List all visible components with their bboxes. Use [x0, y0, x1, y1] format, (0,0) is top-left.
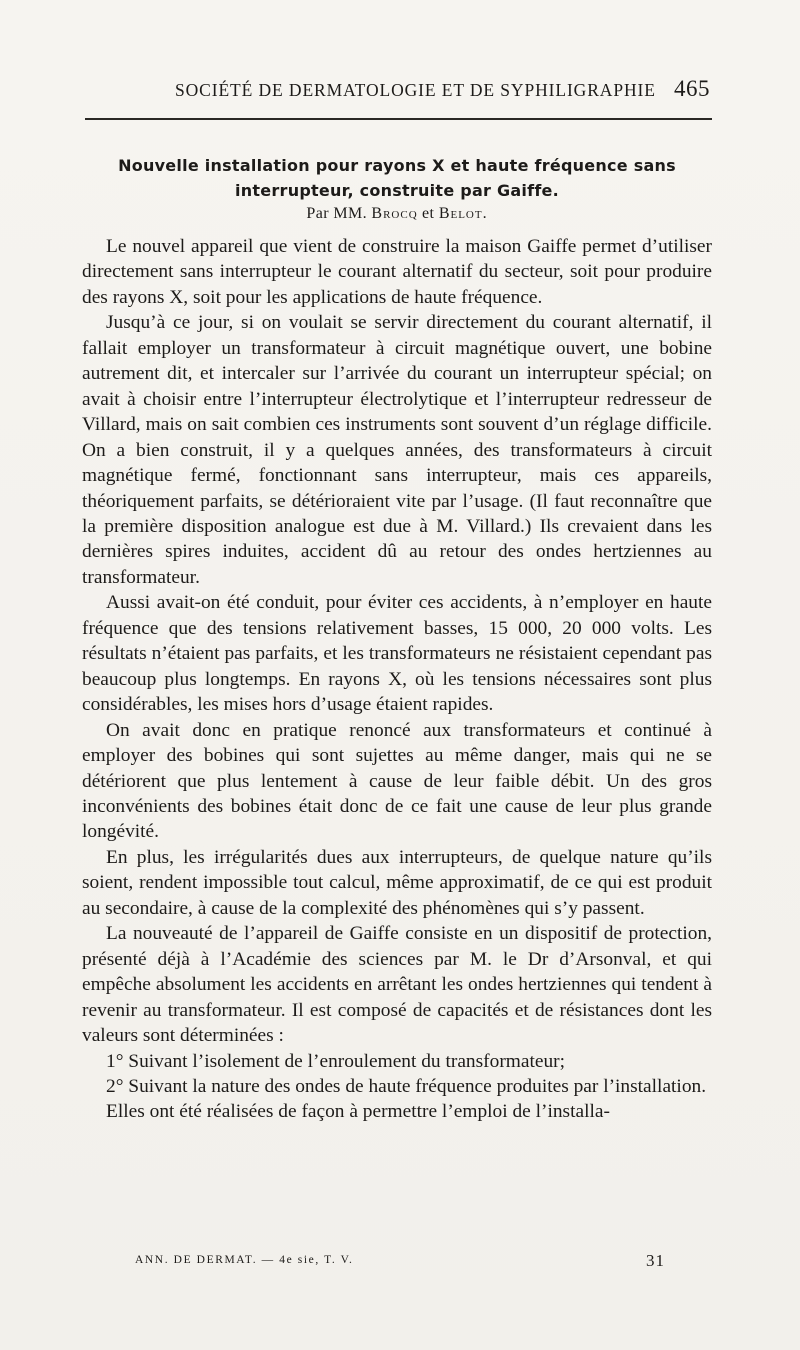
byline-prefix: Par MM.: [306, 205, 367, 222]
page-number: 465: [674, 76, 710, 101]
sheet-number: 31: [646, 1251, 665, 1270]
article-body: [82, 234, 712, 1125]
paragraph: En plus, les irrégularités dues aux interrupteurs, de quelque nature qu’ils soient, rendent impossible tout calcul, même approximatif, de ce qui est produit au secondaire, à cause de la complexité des phénomènes qui s’y passent.: [82, 846, 712, 919]
list-item: 1° Suivant l’isolement de l’enroulement du transformateur;: [106, 1050, 566, 1072]
paragraph: Jusqu’à ce jour, si on voulait se servir directement du courant alternatif, il fallait employer un transformateur à circuit magnétique ouvert, une bobine autrement dit, et intercaler sur l’arrivée du courant un interrupteur spécial; on avait à choisir entre l’interrupteur électrolytique et l’interrupteur redresseur de Villard, mais on sait combien ces instruments sont souvent d’un réglage difficile. On a bien construit, il y a quelques années, des transformateurs à circuit magnétique fermé, fonctionnant sans interrupteur, mais ces appareils, théoriquement parfaits, se détérioraient vite par l’usage. (Il faut reconnaître que la première disposition analogue est due à M. Villard.) Ils crevaient dans les dernières spires induites, accident dû au retour des ondes hertziennes au transformateur.: [82, 312, 712, 588]
footer-signature: ANN. DE DERMAT. — 4e sie, T. V.: [135, 1254, 354, 1266]
running-head: [170, 76, 710, 106]
list-item: 2° Suivant la nature des ondes de haute fréquence produites par l’installation.: [106, 1075, 707, 1097]
paragraph: Le nouvel appareil que vient de construire la maison Gaiffe permet d’utiliser directement sans interrupteur le courant alternatif du secteur, soit pour produire des rayons X, soit pour les applications de haute fréquence.: [82, 236, 712, 308]
paragraph: On avait donc en pratique renoncé aux transformateurs et continué à employer des bobines qui sont sujettes au même danger, mais qui ne se détériorent que plus lentement à cause de leur faible débit. Un des gros inconvénients des bobines était donc de ce fait une cause de leur plus grande longévité.: [82, 719, 712, 843]
byline-conjunction: et: [422, 205, 435, 222]
page-footer: [135, 1251, 665, 1274]
paragraph: Aussi avait-on été conduit, pour éviter ces accidents, à n’employer en haute fréquence que des tensions relativement basses, 15 000, 20 000 volts. Les résultats n’étaient pas parfaits, et les transformateurs ne résistaient cependant pas beaucoup plus longtemps. En rayons X, où les tensions nécessaires sont plus considérables, les mises hors d’usage étaient rapides.: [82, 592, 712, 716]
paragraph: La nouveauté de l’appareil de Gaiffe consiste en un dispositif de protection, présenté déjà à l’Académie des sciences par M. le Dr d’Arsonval, et qui empêche absolument les accidents en arrêtant les ondes hertziennes qui tendent à revenir au transformateur. Il est composé de capacités et de résistances dont les valeurs sont déterminées :: [82, 923, 712, 1047]
header-rule: [85, 118, 712, 120]
author-belot: Belot.: [438, 205, 488, 222]
article-title: Nouvelle installation pour rayons X et haute fréquence sans interrupteur, construite par Gaiffe.: [118, 156, 676, 200]
byline: [82, 205, 712, 223]
running-head-title: SOCIÉTÉ DE DERMATOLOGIE ET DE SYPHILIGRAPHIE: [175, 80, 656, 100]
paragraph: Elles ont été réalisées de façon à permettre l’emploi de l’installa-: [106, 1101, 610, 1123]
author-brocq: Brocq: [371, 205, 418, 222]
